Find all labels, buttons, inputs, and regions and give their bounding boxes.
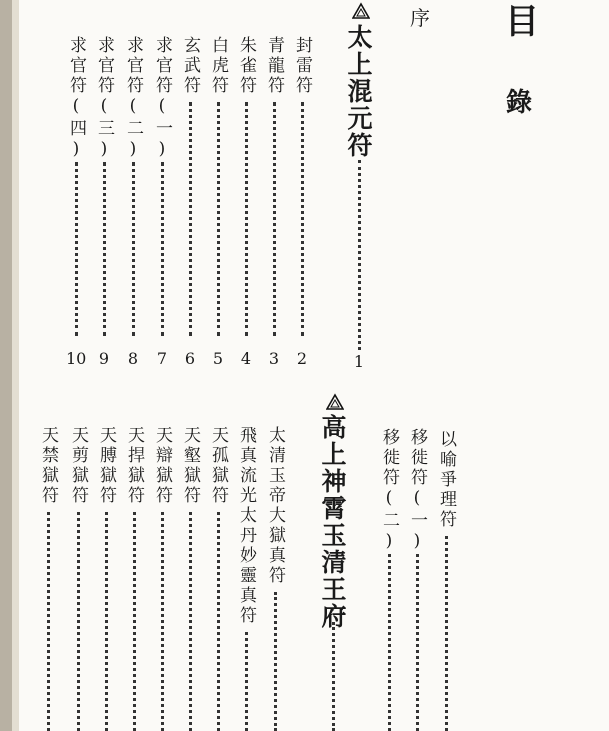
- page-number: 6: [184, 349, 196, 368]
- leader-dots: [301, 102, 304, 336]
- toc-entry-label: 天辯獄符: [152, 426, 172, 506]
- leader-dots: [273, 102, 276, 336]
- toc-entry-label: 求官符(一): [152, 36, 172, 162]
- leader-dots: [75, 162, 78, 336]
- toc-entry-label: 天剪獄符: [68, 426, 88, 506]
- leader-dots: [217, 102, 220, 336]
- leader-dots: [274, 592, 277, 731]
- toc-entry-label: 移徙符(二): [379, 428, 399, 554]
- toc-entry-label: 封雷符: [292, 36, 312, 96]
- toc-entry-label: 求官符(四): [66, 36, 86, 162]
- toc-entry-label: 天膊獄符: [96, 426, 116, 506]
- leader-dots: [77, 512, 80, 731]
- section-title-gaoshang: 高上神霄玉清王府: [318, 414, 347, 630]
- page-edge-shadow-inner: [12, 0, 19, 731]
- toc-entry-label: 天孤獄符: [208, 426, 228, 506]
- leader-dots: [47, 512, 50, 731]
- leader-dots: [132, 162, 135, 336]
- leader-dots: [245, 632, 248, 731]
- toc-entry-label: 天禁獄符: [38, 426, 58, 506]
- toc-entry-label: 太清玉帝大獄真符: [265, 426, 285, 586]
- toc-title-mu: 目: [505, 2, 539, 42]
- leader-dots: [332, 622, 335, 731]
- page-number: 3: [268, 349, 280, 368]
- page-number: 10: [66, 349, 87, 368]
- page-number: 2: [296, 349, 308, 368]
- leader-dots: [133, 512, 136, 731]
- triangle-icon: [352, 2, 370, 20]
- toc-entry-label: 以喻爭理符: [436, 430, 456, 530]
- toc-entry-label: 飛真流光太丹妙靈真符: [236, 426, 256, 626]
- leader-dots: [445, 536, 448, 731]
- leader-dots: [103, 162, 106, 336]
- toc-entry-label: 天捍獄符: [124, 426, 144, 506]
- page-number: 1: [353, 352, 365, 371]
- preface-label: 序: [410, 6, 430, 30]
- page-edge-shadow: [0, 0, 12, 731]
- leader-dots: [388, 554, 391, 731]
- leader-dots: [161, 512, 164, 731]
- leader-dots: [105, 512, 108, 731]
- toc-entry-label: 朱雀符: [236, 36, 256, 96]
- leader-dots: [189, 102, 192, 336]
- leader-dots: [217, 512, 220, 731]
- leader-dots: [416, 554, 419, 731]
- triangle-icon: [326, 393, 344, 411]
- page-number: 4: [240, 349, 252, 368]
- section-title-taishang: 太上混元符: [344, 24, 373, 159]
- toc-entry-label: 玄武符: [180, 36, 200, 96]
- leader-dots: [358, 160, 361, 350]
- leader-dots: [161, 162, 164, 336]
- toc-entry-label: 天壑獄符: [180, 426, 200, 506]
- leader-dots: [245, 102, 248, 336]
- page-number: 7: [156, 349, 168, 368]
- page-number: 5: [212, 349, 224, 368]
- toc-entry-label: 青龍符: [264, 36, 284, 96]
- toc-title-lu: 錄: [506, 88, 533, 118]
- page-number: 9: [98, 349, 110, 368]
- toc-entry-label: 求官符(二): [123, 36, 143, 162]
- toc-entry-label: 移徙符(一): [407, 428, 427, 554]
- toc-entry-label: 白虎符: [208, 36, 228, 96]
- page-number: 8: [127, 349, 139, 368]
- leader-dots: [189, 512, 192, 731]
- toc-entry-label: 求官符(三): [94, 36, 114, 162]
